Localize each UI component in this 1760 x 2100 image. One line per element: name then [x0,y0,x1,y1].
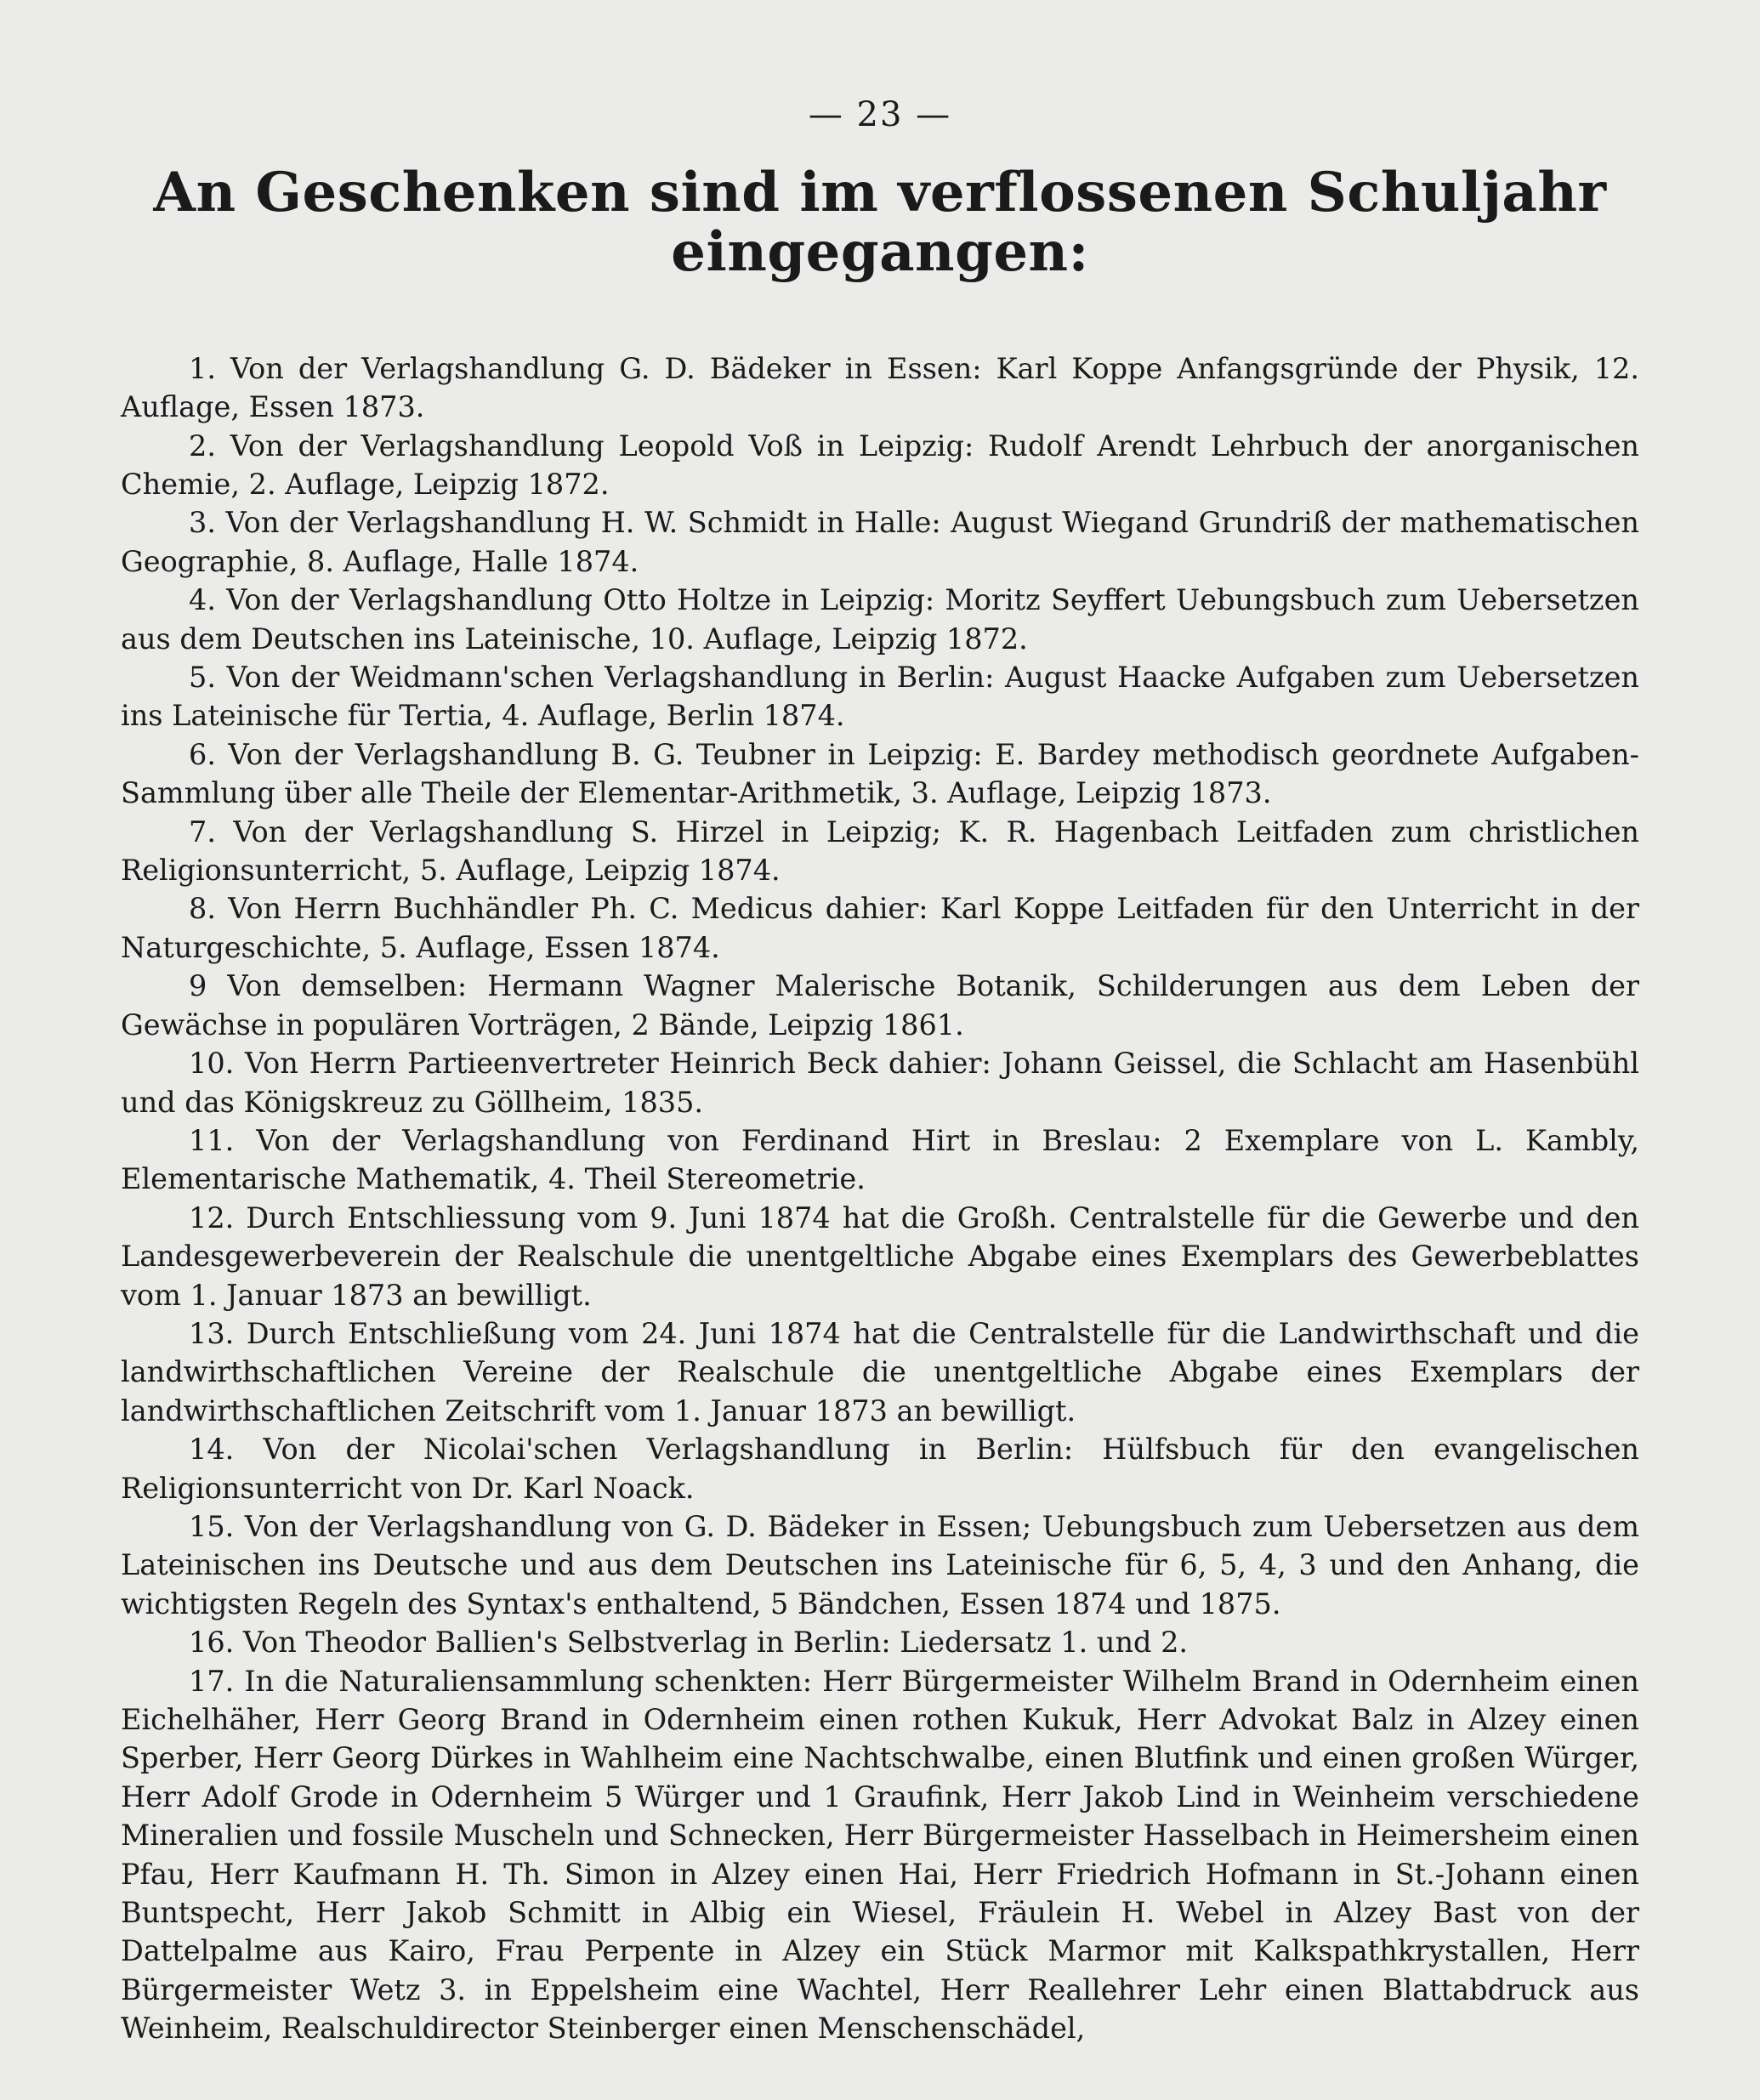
list-item: 4. Von der Verlagshandlung Otto Holtze in Leipzig: Moritz Seyffert Uebungsbuch zum Uebersetzen aus dem Deutschen ins Lateinische, 10. Auflage, Leipzig 1872. [121,583,1639,656]
page-title: An Geschenken sind im verflossenen Schuljahr eingegangen: [153,161,1607,285]
list-item: 3. Von der Verlagshandlung H. W. Schmidt in Halle: August Wiegand Grundriß der mathematischen Geographie, 8. Auflage, Halle 1874. [121,506,1639,578]
list-item: 17. In die Naturaliensammlung schenkten: Herr Bürgermeister Wilhelm Brand in Odernheim einen Eichelhäher, Herr Georg Brand in Odernheim einen rothen Kukuk, Herr Advokat Balz in Alzey einen Sperber, Herr Georg Dürkes in Wahlheim eine Nachtschwalbe, einen Blutfink und einen großen Würger, Herr Adolf Grode in Odernheim 5 Würger und 1 Graufink, Herr Jakob Lind in Weinheim verschiedene Mineralien und fossile Muscheln und Schnecken, Herr Bürgermeister Hasselbach in Heimersheim einen Pfau, Herr Kaufmann H. Th. Simon in Alzey einen Hai, Herr Friedrich Hofmann in St.-Johann einen Buntspecht, Herr Jakob Schmitt in Albig ein Wiesel, Fräulein H. Webel in Alzey Bast von der Dattelpalme aus Kairo, Frau Perpente in Alzey ein Stück Marmor mit Kalkspathkrystallen, Herr Bürgermeister Wetz 3. in Eppelsheim eine Wachtel, Herr Reallehrer Lehr einen Blattabdruck aus Weinheim, Realschuldirector Steinberger einen Menschenschädel, [121,1664,1639,2046]
list-item: 1. Von der Verlagshandlung G. D. Bädeker in Essen: Karl Koppe Anfangsgründe der Physik, 12. Auflage, Essen 1873. [121,351,1639,424]
list-item: 5. Von der Weidmann'schen Verlagshandlung in Berlin: August Haacke Aufgaben zum Uebersetzen ins Lateinische für Tertia, 4. Auflage, Berlin 1874. [121,661,1639,733]
page-number: — 23 — [808,95,952,134]
list-item: 13. Durch Entschließung vom 24. Juni 1874 hat die Centralstelle für die Landwirthschaft und die landwirthschaftlichen Vereine der Realschule die unentgeltliche Abgabe eines Exemplars der landwirthschaftlichen Zeitschrift vom 1. Januar 1873 an bewilligt. [121,1316,1639,1427]
list-item: 15. Von der Verlagshandlung von G. D. Bädeker in Essen; Uebungsbuch zum Uebersetzen aus dem Lateinischen ins Deutsche und aus dem Deutschen ins Lateinische für 6, 5, 4, 3 und den Anhang, die wichtigsten Regeln des Syntax's enthaltend, 5 Bändchen, Essen 1874 und 1875. [121,1509,1639,1620]
list-item: 8. Von Herrn Buchhändler Ph. C. Medicus dahier: Karl Koppe Leitfaden für den Unterricht in der Naturgeschichte, 5. Auflage, Essen 1874. [121,892,1639,964]
list-item: 16. Von Theodor Ballien's Selbstverlag in Berlin: Liedersatz 1. und 2. [189,1626,1189,1660]
list-item: 14. Von der Nicolai'schen Verlagshandlung in Berlin: Hülfsbuch für den evangelischen Religionsunterricht von Dr. Karl Noack. [121,1433,1639,1505]
list-item: 7. Von der Verlagshandlung S. Hirzel in Leipzig; K. R. Hagenbach Leitfaden zum christlichen Religionsunterricht, 5. Auflage, Leipzig 1874. [121,814,1639,888]
list-item: 11. Von der Verlagshandlung von Ferdinand Hirt in Breslau: 2 Exemplare von L. Kambly, Elementarische Mathematik, 4. Theil Stereometrie. [121,1123,1639,1196]
list-item: 12. Durch Entschliessung vom 9. Juni 1874 hat die Großh. Centralstelle für die Gewerbe und den Landesgewerbeverein der Realschule die unentgeltliche Abgabe eines Exemplars des Gewerbeblattes vom 1. Januar 1873 an bewilligt. [121,1200,1639,1312]
list-item: 6. Von der Verlagshandlung B. G. Teubner in Leipzig: E. Bardey methodisch geordnete Aufgaben-Sammlung über alle Theile der Elementar-Arithmetik, 3. Auflage, Leipzig 1873. [121,737,1639,810]
list-item: 9 Von demselben: Hermann Wagner Malerische Botanik, Schilderungen aus dem Leben der Gewächse in populären Vorträgen, 2 Bände, Leipzig 1861. [121,969,1639,1041]
list-item: 10. Von Herrn Partieenvertreter Heinrich Beck dahier: Johann Geissel, die Schlacht am Hasenbühl und das Königskreuz zu Göllheim, 1835. [121,1047,1639,1119]
list-item: 2. Von der Verlagshandlung Leopold Voß in Leipzig: Rudolf Arendt Lehrbuch der anorganischen Chemie, 2. Auflage, Leipzig 1872. [121,429,1639,501]
donation-list [121,349,1639,2048]
